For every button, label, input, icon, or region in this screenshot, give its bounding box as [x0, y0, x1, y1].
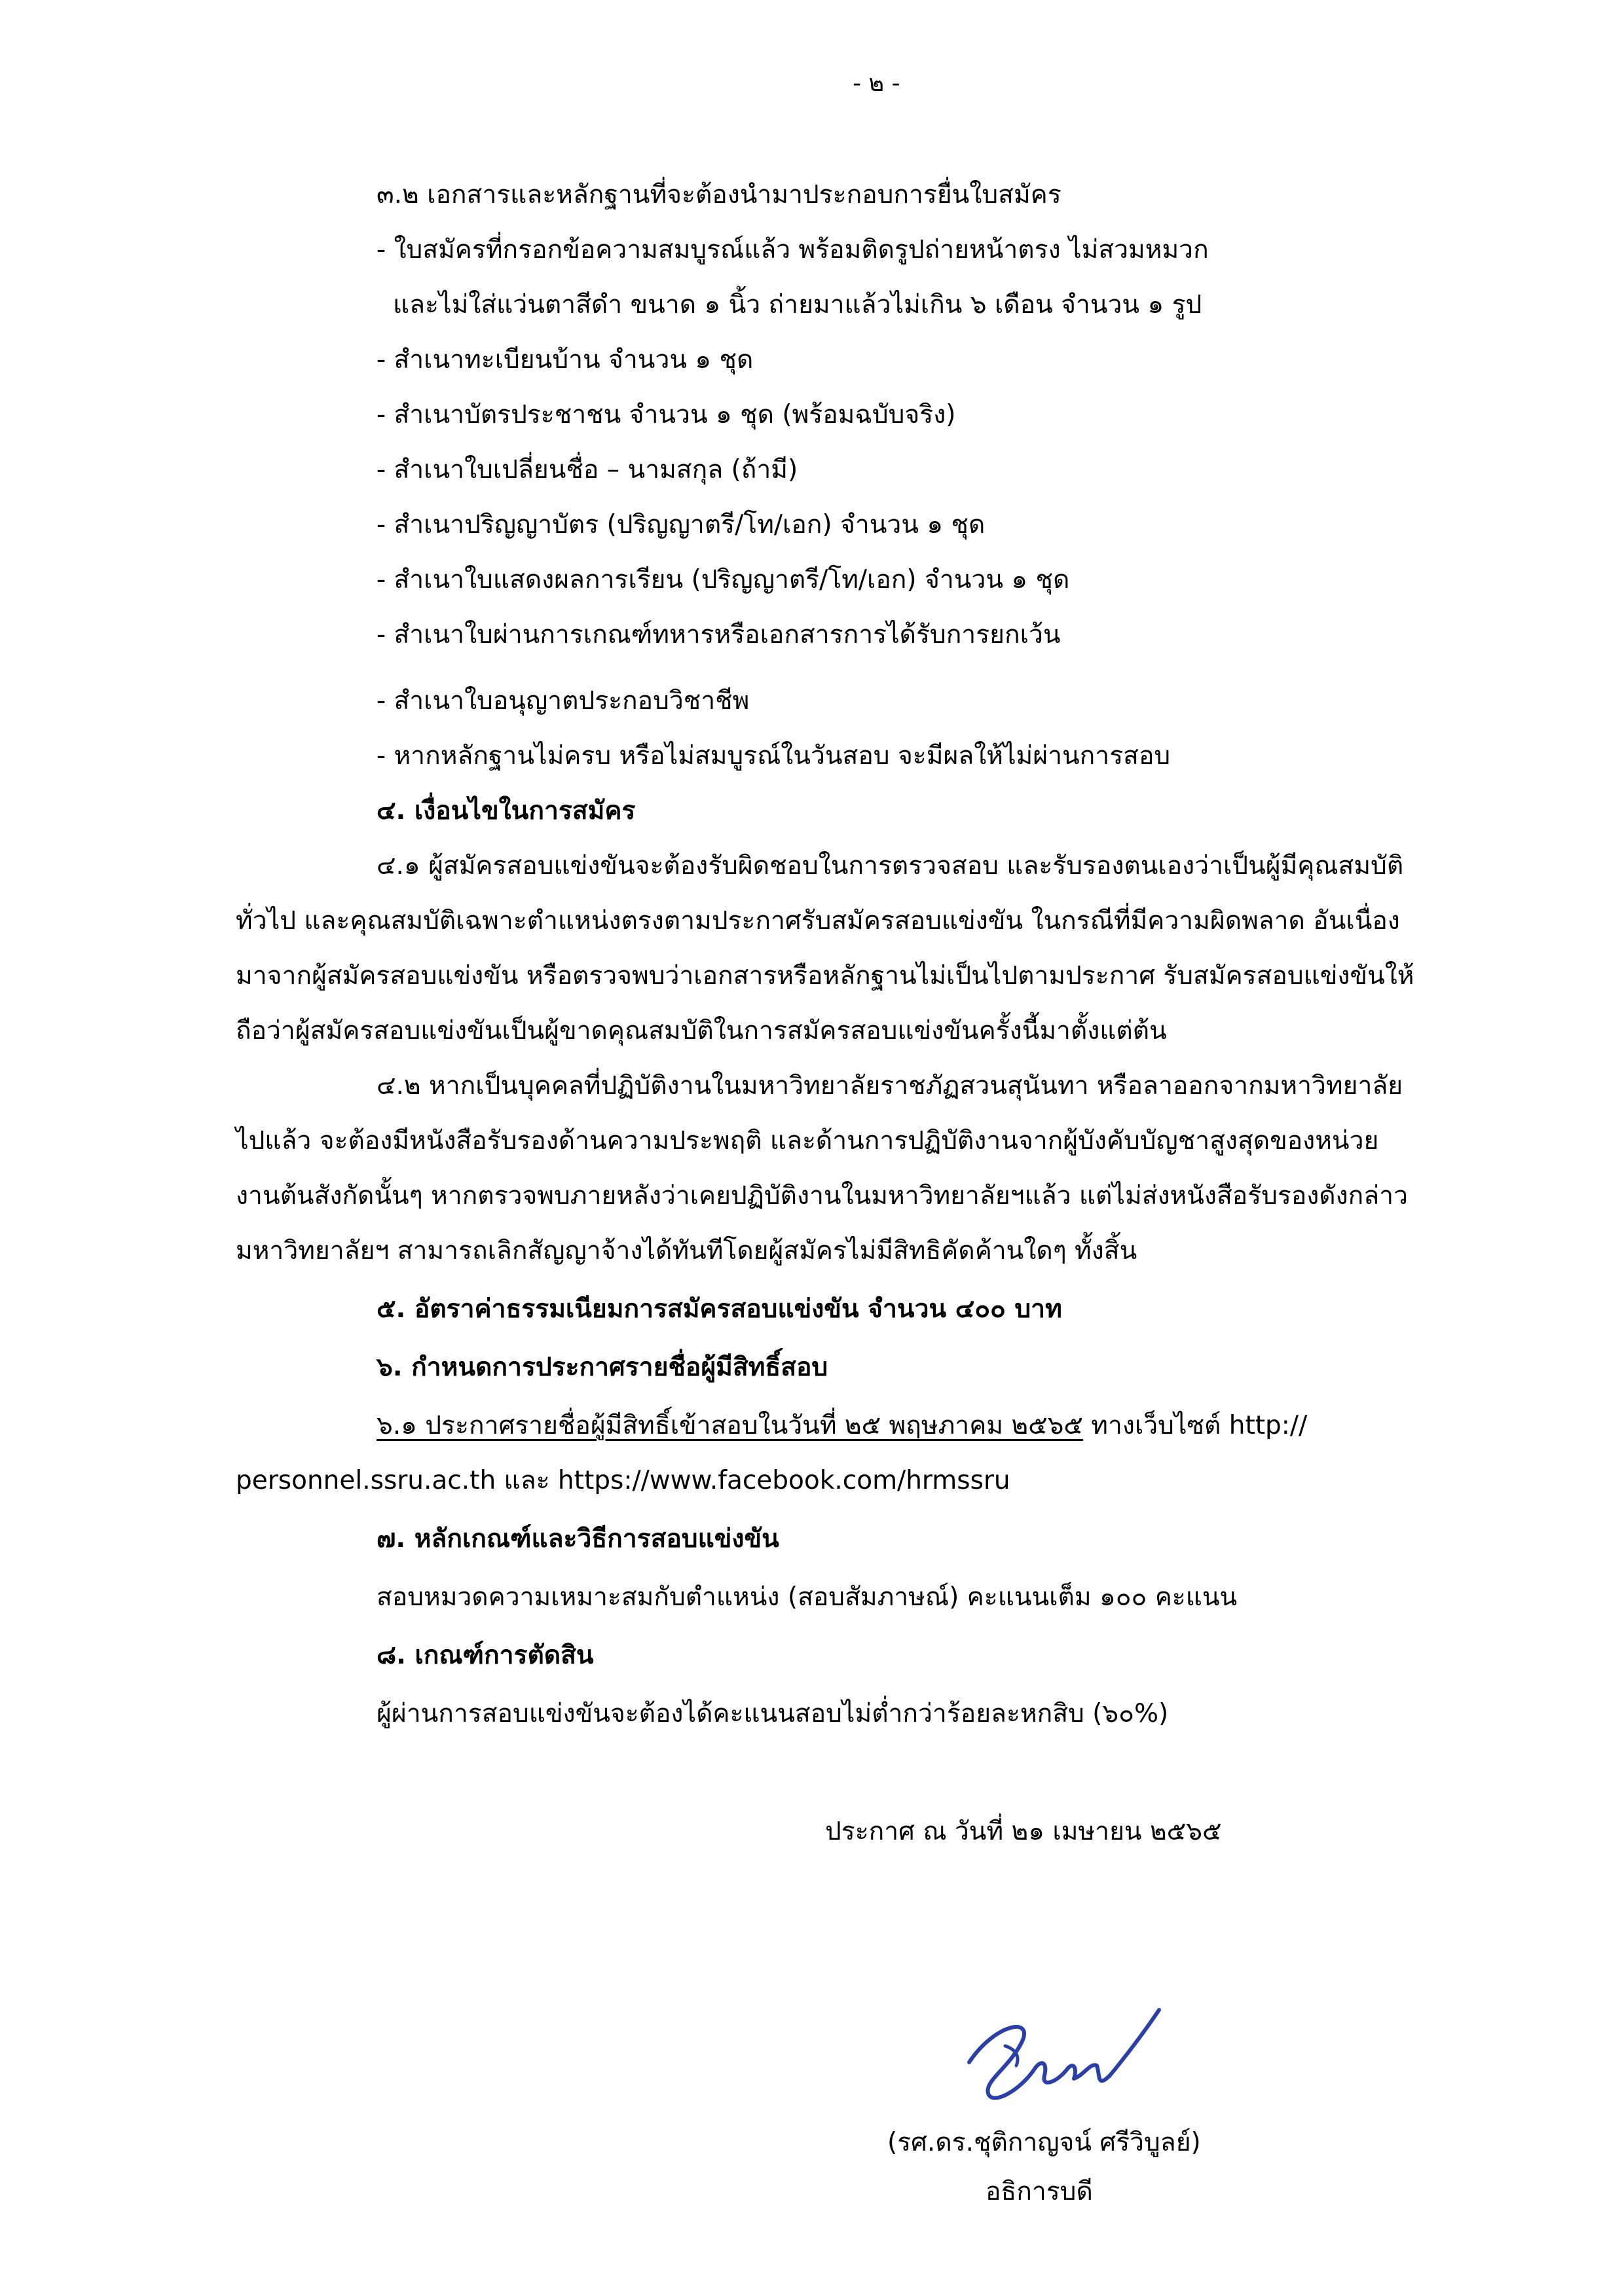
section-8-text: ผู้ผ่านการสอบแข่งขันจะต้องได้คะแนนสอบไม่ต่ำกว่าร้อยละหกสิบ (๖๐%)	[377, 1699, 1169, 1728]
doc-item: - สำเนาบัตรประชาชน จำนวน ๑ ชุด (พร้อมฉบับจริง)	[377, 400, 956, 429]
doc-item: - หากหลักฐานไม่ครบ หรือไม่สมบูรณ์ในวันสอบ จะมีผลให้ไม่ผ่านการสอบ	[377, 741, 1171, 771]
page-number: - ๒ -	[853, 70, 900, 97]
doc-item: - สำเนาใบผ่านการเกณฑ์ทหารหรือเอกสารการได้รับการยกเว้น	[377, 620, 1061, 649]
section-4-1-line: ๔.๑ ผู้สมัครสอบแข่งขันจะต้องรับผิดชอบในการตรวจสอบ และรับรองตนเองว่าเป็นผู้มีคุณสมบัติ	[377, 851, 1404, 881]
section-4-1-line: ทั่วไป และคุณสมบัติเฉพาะตำแหน่งตรงตามประกาศรับสมัครสอบแข่งขัน ในกรณีที่มีความผิดพลาด อันเนื่อง	[236, 906, 1400, 936]
section-4-2-line: มหาวิทยาลัยฯ สามารถเลิกสัญญาจ้างได้ทันทีโดยผู้สมัครไม่มีสิทธิคัดค้านใดๆ ทั้งสิ้น	[236, 1236, 1137, 1266]
signer-title: อธิการบดี	[986, 2177, 1093, 2206]
section-3-2-heading: ๓.๒ เอกสารและหลักฐานที่จะต้องนำมาประกอบการยื่นใบสมัคร	[377, 180, 1061, 210]
doc-item: - ใบสมัครที่กรอกข้อความสมบูรณ์แล้ว พร้อมติดรูปถ่ายหน้าตรง ไม่สวมหมวก	[377, 235, 1209, 264]
announcement-date: ประกาศ ณ วันที่ ๒๑ เมษายน ๒๕๖๕	[825, 1817, 1222, 1846]
section-4-heading: ๔. เงื่อนไขในการสมัคร	[377, 796, 636, 826]
doc-item: - สำเนาใบอนุญาตประกอบวิชาชีพ	[377, 686, 750, 716]
signer-name: (รศ.ดร.ชุติกาญจน์ ศรีวิบูลย์)	[887, 2128, 1201, 2157]
section-4-1-line: มาจากผู้สมัครสอบแข่งขัน หรือตรวจพบว่าเอกสารหรือหลักฐานไม่เป็นไปตามประกาศ รับสมัครสอบแข่งขันให้	[236, 961, 1414, 991]
section-4-2-line: ๔.๒ หากเป็นบุคคลที่ปฏิบัติงานในมหาวิทยาลัยราชภัฏสวนสุนันทา หรือลาออกจากมหาวิทยาลัย	[377, 1071, 1403, 1101]
section-6-1-line	[377, 1408, 1307, 1444]
section-5-heading: ๕. อัตราค่าธรรมเนียมการสมัครสอบแข่งขัน จำนวน ๔๐๐ บาท	[377, 1294, 1062, 1324]
doc-item: - สำเนาใบแสดงผลการเรียน (ปริญญาตรี/โท/เอก) จำนวน ๑ ชุด	[377, 565, 1070, 594]
website-text: ทางเว็บไซต์ http://	[1082, 1411, 1308, 1440]
announcement-date-underlined: ๖.๑ ประกาศรายชื่อผู้มีสิทธิ์เข้าสอบในวันที่ ๒๕ พฤษภาคม ๒๕๖๕	[377, 1411, 1083, 1440]
doc-item: - สำเนาใบเปลี่ยนชื่อ – นามสกุล (ถ้ามี)	[377, 455, 798, 484]
section-7-heading: ๗. หลักเกณฑ์และวิธีการสอบแข่งขัน	[377, 1524, 779, 1554]
section-4-2-line: ไปแล้ว จะต้องมีหนังสือรับรองด้านความประพฤติ และด้านการปฏิบัติงานจากผู้บังคับบัญชาสูงสุดของหน่วย	[236, 1126, 1379, 1156]
section-4-2-line: งานต้นสังกัดนั้นๆ หากตรวจพบภายหลังว่าเคยปฏิบัติงานในมหาวิทยาลัยฯแล้ว แต่ไม่ส่งหนังสือรับรองดังกล่าว	[236, 1181, 1408, 1211]
handwritten-signature	[943, 1984, 1192, 2115]
doc-item: - สำเนาทะเบียนบ้าน จำนวน ๑ ชุด	[377, 345, 754, 374]
doc-item-continuation: และไม่ใส่แว่นตาสีดำ ขนาด ๑ นิ้ว ถ่ายมาแล้วไม่เกิน ๖ เดือน จำนวน ๑ รูป	[393, 290, 1202, 319]
section-6-heading: ๖. กำหนดการประกาศรายชื่อผู้มีสิทธิ์สอบ	[377, 1353, 828, 1382]
section-7-text: สอบหมวดความเหมาะสมกับตำแหน่ง (สอบสัมภาษณ์) คะแนนเต็ม ๑๐๐ คะแนน	[377, 1582, 1238, 1612]
section-8-heading: ๘. เกณฑ์การตัดสิน	[377, 1641, 594, 1670]
website-urls: personnel.ssru.ac.th และ https://www.facebook.com/hrmssru	[236, 1466, 1010, 1495]
doc-item: - สำเนาปริญญาบัตร (ปริญญาตรี/โท/เอก) จำนวน ๑ ชุด	[377, 510, 986, 539]
section-4-1-line: ถือว่าผู้สมัครสอบแข่งขันเป็นผู้ขาดคุณสมบัติในการสมัครสอบแข่งขันครั้งนี้มาตั้งแต่ต้น	[236, 1016, 1167, 1046]
